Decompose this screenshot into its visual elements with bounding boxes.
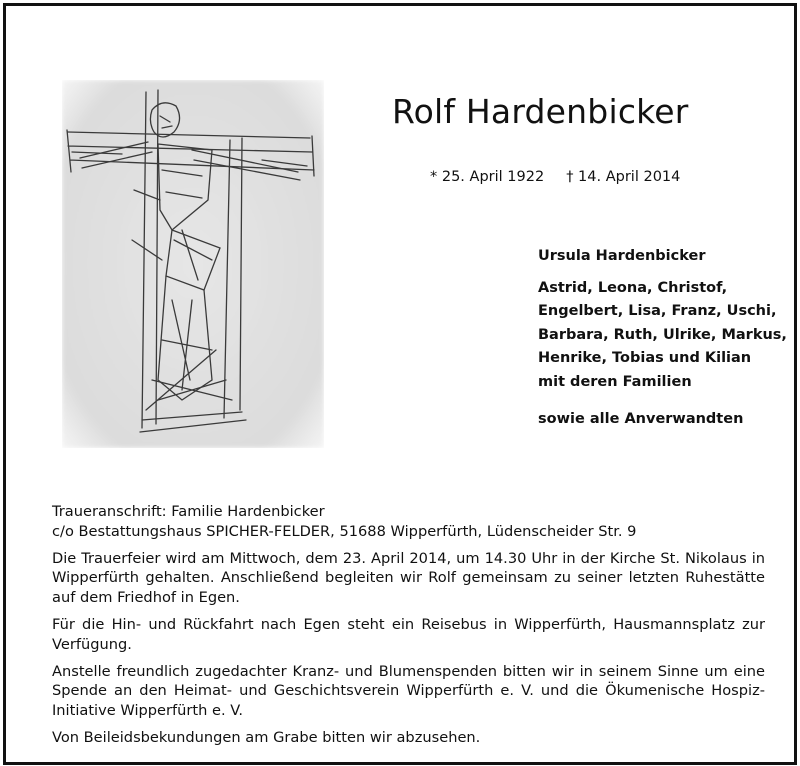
condolence-info: Von Beileidsbekundungen am Grabe bitten wir abzusehen. [52, 728, 481, 746]
mourner-line: Barbara, Ruth, Ulrike, Markus, [538, 326, 787, 343]
birth-date: * 25. April 1922 [430, 169, 545, 185]
mourner-relatives: sowie alle Anverwandten [538, 411, 744, 427]
ceremony-info: Die Trauerfeier wird am Mittwoch, dem 23. April 2014, um 14.30 Uhr in der Kirche St. Nikolaus in Wipperfürth gehalten. Anschließend begleiten wir Rolf gemeinsam zu seiner letzten Ruhestätte auf dem Friedhof in Egen. [52, 549, 765, 607]
mourner-line: mit deren Familien [538, 373, 692, 390]
crucifix-sketch [62, 80, 324, 448]
notice-body [52, 502, 765, 748]
bus-info: Für die Hin- und Rückfahrt nach Egen steht ein Reisebus in Wipperfürth, Hausmannsplatz zur Verfügung. [52, 615, 765, 653]
mourning-address: Traueranschrift: Familie Hardenbicker [52, 503, 325, 520]
donation-info: Anstelle freundlich zugedachter Kranz- und Blumenspenden bitten wir in seinem Sinne um eine Spende an den Heimat- und Geschichtsverein Wipperfürth e. V. und die Ökumenische Hospiz-Initiative Wipperfürth e. V. [52, 662, 765, 720]
mourner-primary: Ursula Hardenbicker [538, 248, 706, 264]
funeral-home-address: c/o Bestattungshaus SPICHER-FELDER, 51688 Wipperfürth, Lüdenscheider Str. 9 [52, 522, 637, 540]
mourner-line: Engelbert, Lisa, Franz, Uschi, [538, 303, 777, 319]
deceased-name: Rolf Hardenbicker [392, 92, 689, 131]
life-dates [430, 169, 680, 185]
mourner-line: Henrike, Tobias und Kilian [538, 350, 752, 366]
mourner-line: Astrid, Leona, Christof, [538, 279, 728, 296]
death-date: † 14. April 2014 [566, 169, 681, 185]
mourners-list [538, 245, 787, 432]
